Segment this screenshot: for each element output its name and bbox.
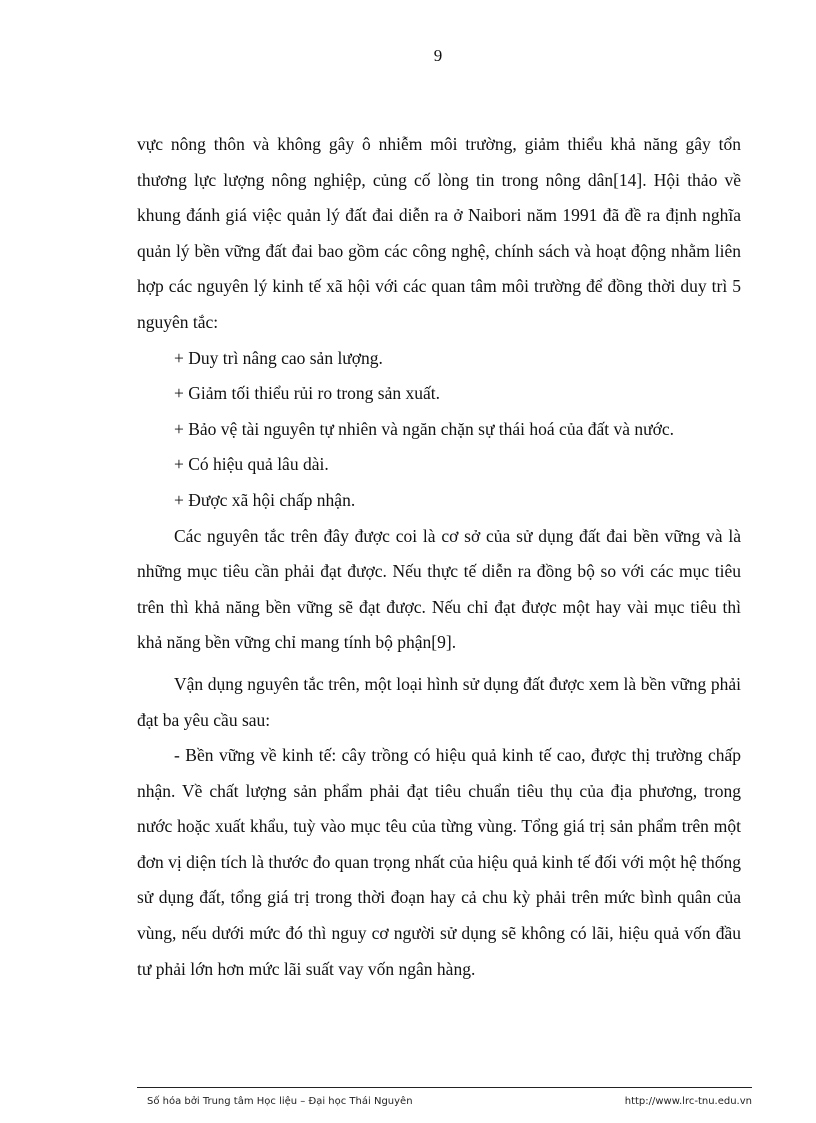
- paragraph: Các nguyên tắc trên đây được coi là cơ sở của sử dụng đất đai bền vững và là những mục tiêu cần phải đạt được. Nếu thực tế diễn ra đồng bộ so với các mục tiêu trên thì khả năng bền vững sẽ đạt được. Nếu chỉ đạt được một hay vài mục tiêu thì khả năng bền vững chỉ mang tính bộ phận[9].: [137, 525, 741, 653]
- principle-item: + Có hiệu quả lâu dài.: [174, 454, 329, 475]
- footer-credit: Số hóa bởi Trung tâm Học liệu – Đại học Thái Nguyên: [147, 1096, 413, 1107]
- footer-url: http://www.lrc-tnu.edu.vn: [624, 1096, 752, 1107]
- paragraph: - Bền vững về kinh tế: cây trồng có hiệu quả kinh tế cao, được thị trường chấp nhận. Về chất lượng sản phẩm phải đạt tiêu chuẩn tiêu thụ của địa phương, trong nước hoặc xuất khẩu, tuỳ vào mục têu của từng vùng. Tổng giá trị sản phẩm trên một đơn vị diện tích là thước đo quan trọng nhất của hiệu quả kinh tế đối với một hệ thống sử dụng đất, tổng giá trị trong thời đoạn hay cả chu kỳ phải trên mức bình quân của vùng, nếu dưới mức đó thì nguy cơ người sử dụng sẽ không có lãi, hiệu quả vốn đầu tư phải lớn hơn mức lãi suất vay vốn ngân hàng.: [137, 745, 741, 979]
- page-number: 9: [433, 46, 443, 65]
- body-text: [137, 127, 741, 987]
- paragraph: Vận dụng nguyên tắc trên, một loại hình sử dụng đất được xem là bền vững phải đạt ba yêu cầu sau:: [137, 673, 741, 730]
- paragraph-continuation: vực nông thôn và không gây ô nhiễm môi trường, giảm thiểu khả năng gây tổn thương lực lượng nông nghiệp, củng cố lòng tin trong nông dân[14]. Hội thảo về khung đánh giá việc quản lý đất đai diễn ra ở Naibori năm 1991 đã đề ra định nghĩa quản lý bền vững đất đai bao gồm các công nghệ, chính sách và hoạt động nhằm liên hợp các nguyên lý kinh tế xã hội với các quan tâm môi trường để đồng thời duy trì 5 nguyên tắc:: [137, 134, 741, 332]
- principle-item: + Giảm tối thiểu rủi ro trong sản xuất.: [174, 383, 441, 404]
- principle-item: + Duy trì nâng cao sản lượng.: [174, 347, 383, 368]
- principle-item: + Bảo vệ tài nguyên tự nhiên và ngăn chặn sự thái hoá của đất và nước.: [174, 418, 674, 439]
- principle-item: + Được xã hội chấp nhận.: [174, 489, 356, 510]
- page-footer: [137, 1087, 752, 1107]
